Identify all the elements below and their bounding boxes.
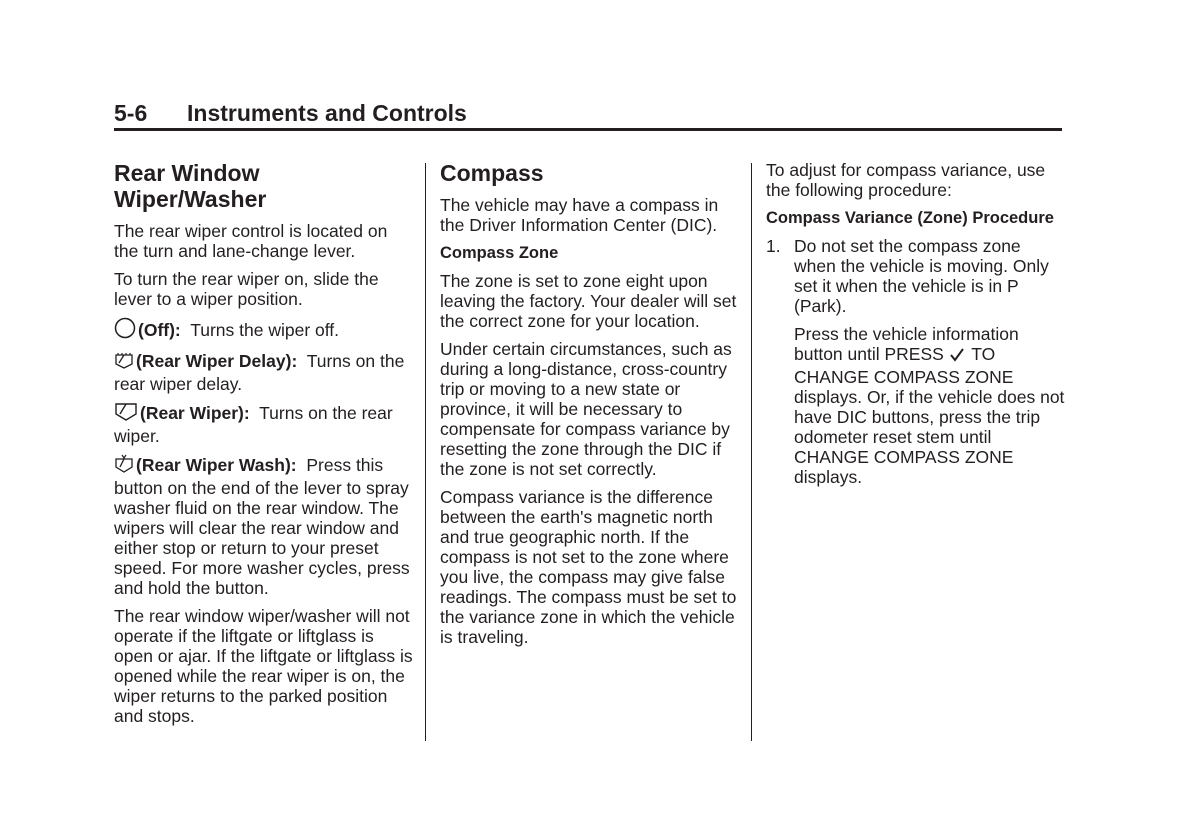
paragraph: The zone is set to zone eight upon leaving the factory. Your dealer will set the correct zone for your location. [440, 271, 737, 331]
column-left [114, 160, 414, 734]
paragraph: To adjust for compass variance, use the following procedure: [766, 160, 1046, 200]
wiper-label: (Rear Wiper): [140, 403, 250, 423]
checkmark-icon [949, 347, 965, 367]
rear-wiper-wash-item [114, 454, 414, 598]
heading-compass: Compass [440, 160, 544, 186]
paragraph: To turn the rear wiper on, slide the lever to a wiper position. [114, 269, 379, 309]
rear-wiper-item [114, 402, 414, 446]
off-text: Turns the wiper off. [190, 320, 340, 340]
step-text: Do not set the compass zone when the vehicle is moving. Only set it when the vehicle is in P (Park). [794, 236, 1049, 316]
list-item [766, 236, 1066, 316]
heading-rear-window-wiper: Rear Window Wiper/Washer [114, 160, 267, 212]
wiper-off-item [114, 317, 414, 343]
column-right [766, 160, 1066, 495]
paragraph: Under certain circumstances, such as during a long-distance, cross-country trip or moving to a new state or province, it will be necessary to compensate for compass variance by resetting the zone through the DIC if the zone is not set correctly. [440, 339, 732, 479]
step-text-before: Press the vehicle information button until PRESS [794, 324, 1019, 364]
off-label: (Off): [138, 320, 181, 340]
paragraph: Compass variance is the difference between the earth's magnetic north and true geographic north. If the compass is not set to the zone where you live, the compass may give false readings. The compass must be set to the variance zone in which the vehicle is traveling. [440, 487, 737, 647]
paragraph: The rear wiper control is located on the turn and lane-change lever. [114, 221, 388, 261]
paragraph: The rear window wiper/washer will not operate if the liftgate or liftglass is open or ajar. If the liftgate or liftglass is opened while the rear wiper is on, the wiper returns to the parked position and stops. [114, 606, 413, 726]
subheading-compass-zone: Compass Zone [440, 244, 559, 262]
delay-text: Turns on the rear wiper delay. [114, 351, 405, 394]
column-divider [751, 163, 752, 741]
page-header [114, 100, 1062, 131]
wiper-delay-item [114, 351, 414, 394]
column-middle [440, 160, 740, 655]
off-circle-icon [114, 317, 136, 343]
paragraph: The vehicle may have a compass in the Driver Information Center (DIC). [440, 195, 719, 235]
subheading-compass-variance-procedure: Compass Variance (Zone) Procedure [766, 209, 1054, 227]
step-text-after: TO CHANGE COMPASS ZONE displays. Or, if the vehicle does not have DIC buttons, press the trip odometer reset stem until CHANGE COMPASS ZONE displays. [794, 344, 1065, 487]
step-continuation [766, 324, 1066, 487]
rear-wiper-wash-icon [114, 454, 134, 478]
delay-label: (Rear Wiper Delay): [136, 351, 298, 371]
page-number: 5-6 [114, 100, 148, 126]
column-divider [425, 163, 426, 741]
list-number: 1. [766, 236, 781, 256]
wash-text: Press this button on the end of the lever to spray washer fluid on the rear window. The wipers will clear the rear window and either stop or return to your preset speed. For more washer cycles, press and hold the button. [114, 455, 410, 598]
section-title: Instruments and Controls [187, 100, 467, 126]
wash-label: (Rear Wiper Wash): [136, 455, 297, 475]
rear-wiper-delay-icon [114, 352, 134, 374]
rear-wiper-icon [114, 402, 138, 426]
wiper-text: Turns on the rear wiper. [114, 403, 393, 446]
